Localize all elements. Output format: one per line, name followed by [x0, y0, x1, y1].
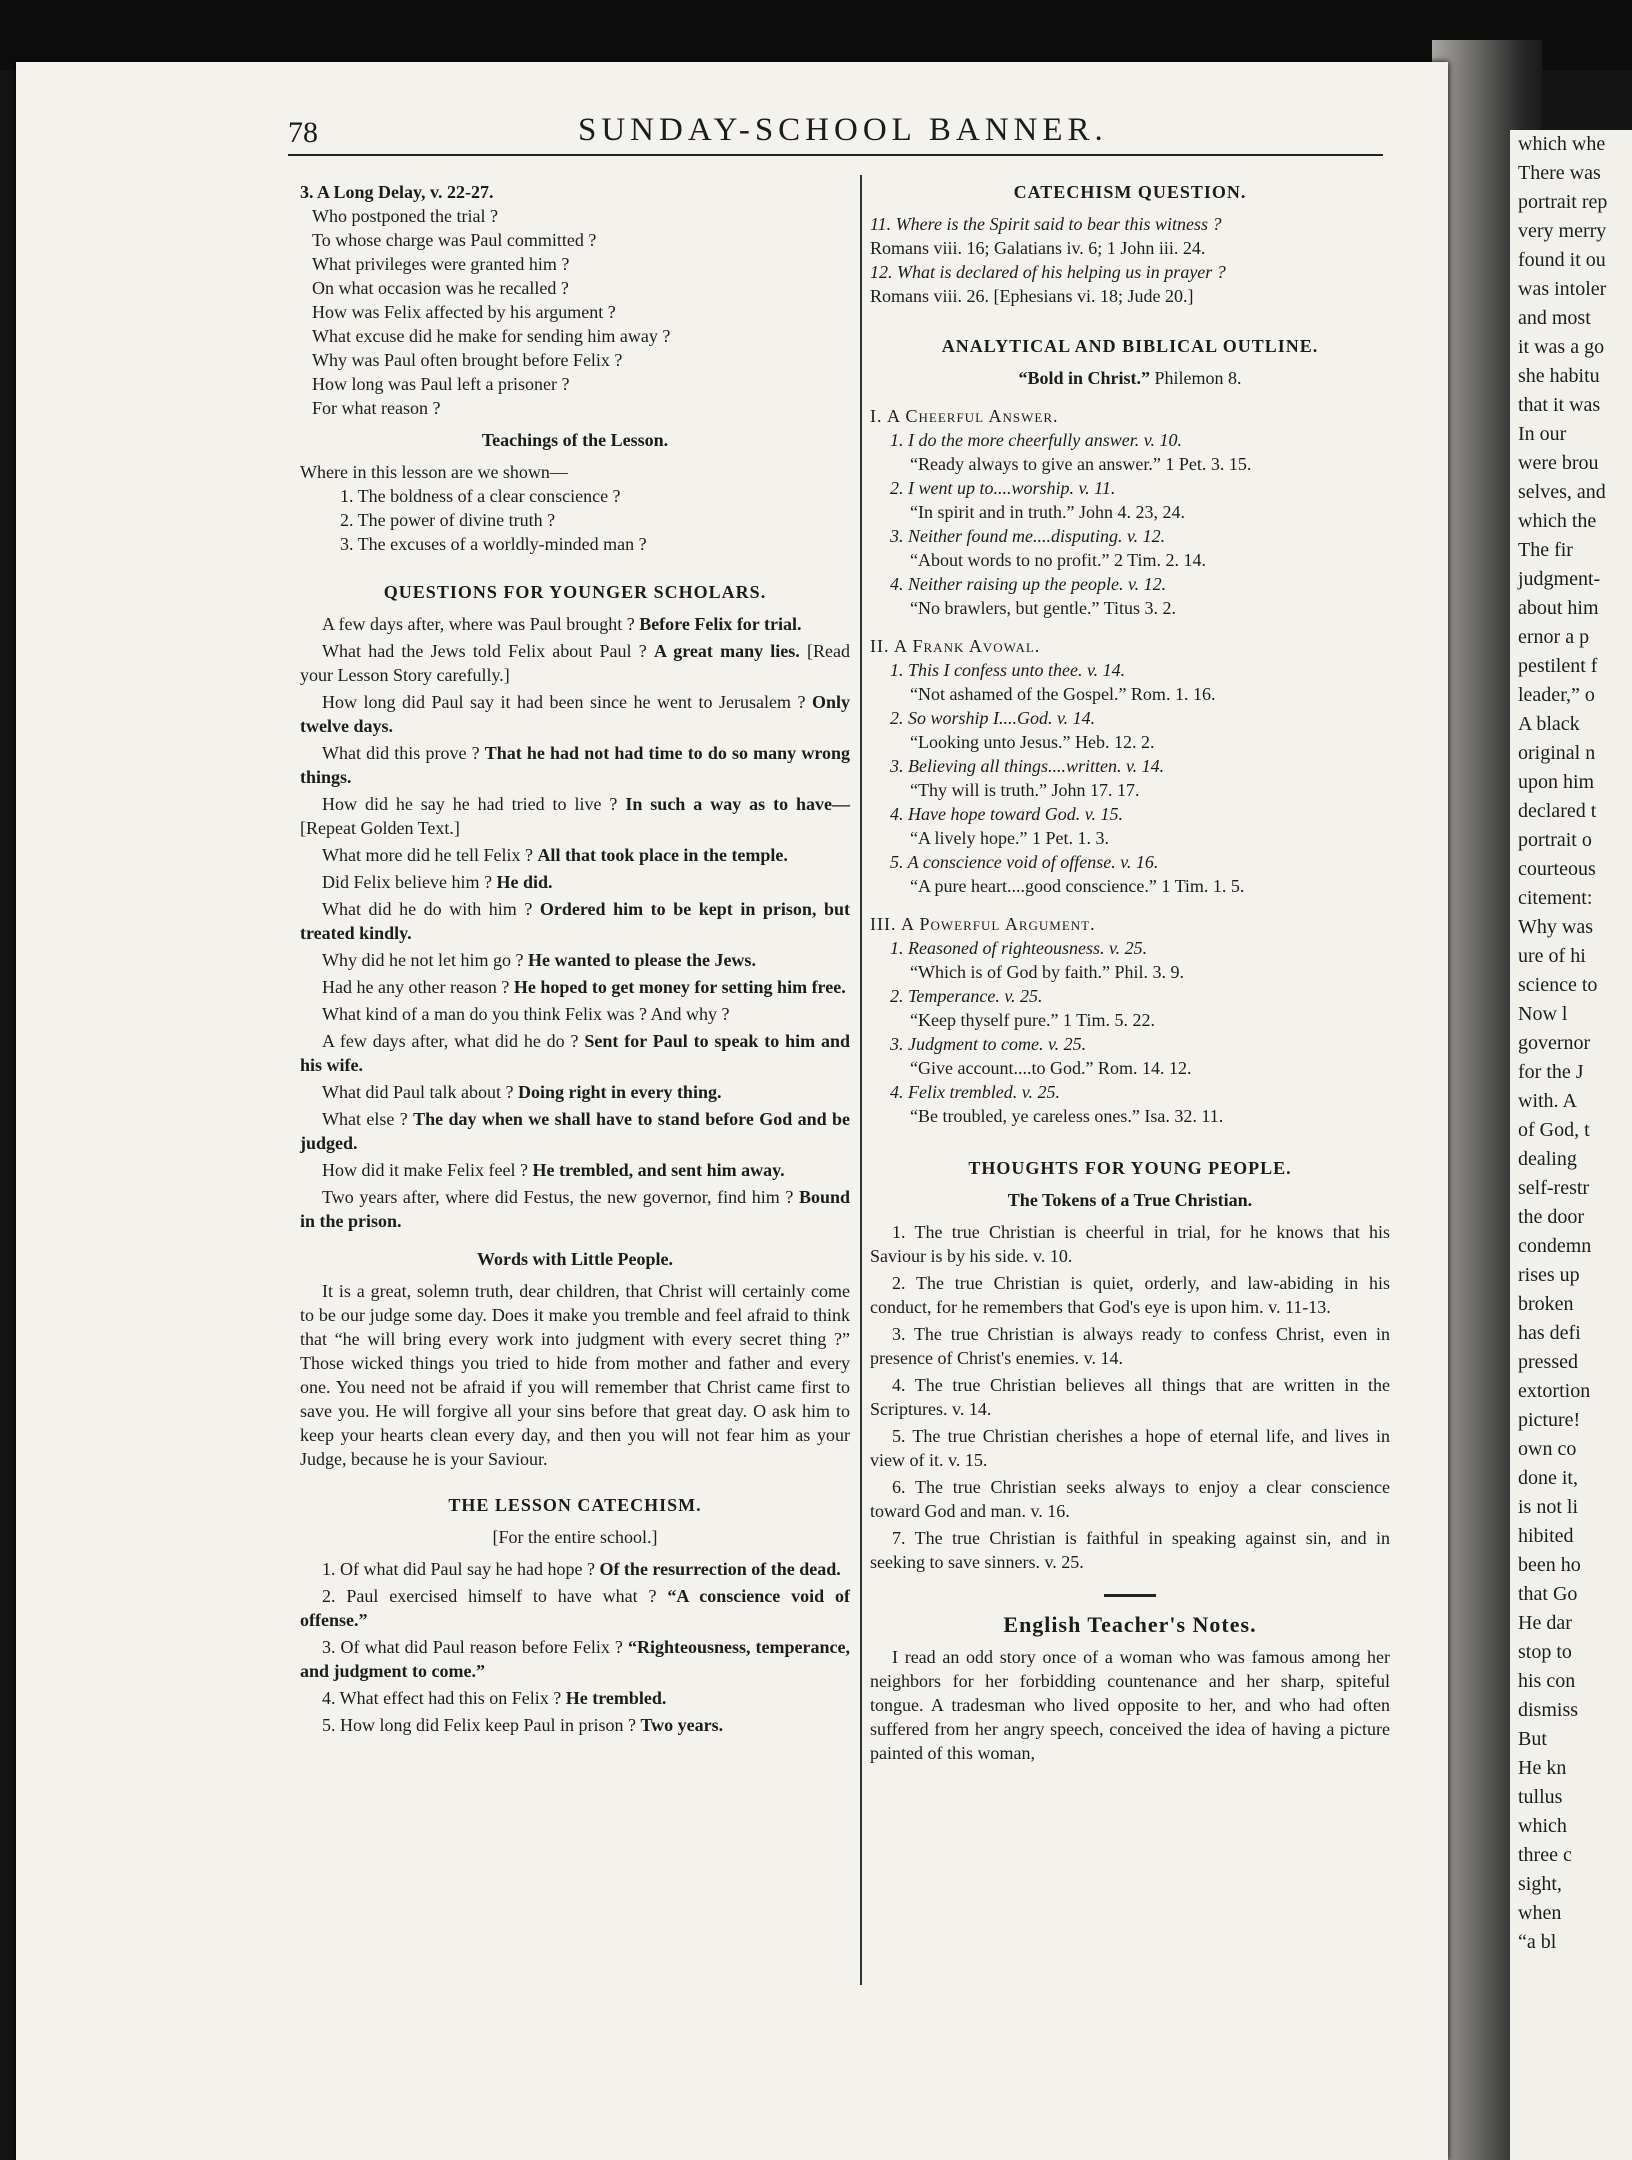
facing-line: been ho: [1518, 1554, 1581, 1576]
outline-reference: “A lively hope.” 1 Pet. 1. 3.: [910, 828, 1109, 848]
qa-answer: Doing right in every thing.: [517, 1082, 722, 1102]
little-heading: Words with Little People.: [477, 1249, 673, 1269]
left-column: [300, 180, 850, 1740]
outline-reference: “In spirit and in truth.” John 4. 23, 24.: [910, 502, 1185, 522]
outline-reference: “Thy will is truth.” John 17. 17.: [910, 780, 1140, 800]
token-item: 7. The true Christian is faithful in speaking against sin, and in seeking to save sinners. v. 25.: [870, 1528, 1390, 1572]
facing-line: which: [1518, 1815, 1567, 1837]
facing-line: self-restr: [1518, 1177, 1590, 1199]
facing-line: pestilent f: [1518, 655, 1598, 677]
delay-questions: [300, 204, 850, 420]
young-heading: THOUGHTS FOR YOUNG PEOPLE.: [968, 1158, 1292, 1178]
outline-item: 1. Reasoned of righteousness. v. 25.: [890, 938, 1148, 958]
facing-line: has defi: [1518, 1322, 1581, 1344]
qa-question: How long did Paul say it had been since he went to Jerusalem ?: [322, 692, 806, 712]
outline-item: 3. Judgment to come. v. 25.: [890, 1034, 1087, 1054]
qa-question: What more did he tell Felix ?: [322, 845, 533, 865]
qa-item: [300, 897, 850, 945]
qa-answer: A great many lies.: [653, 641, 800, 661]
qa-answer: Bound in the prison.: [300, 1187, 850, 1231]
token-item: 5. The true Christian cherishes a hope of eternal life, and lives in view of it. v. 15.: [870, 1426, 1390, 1470]
qa-question: What did he do with him ?: [322, 899, 533, 919]
outline-item: 2. Temperance. v. 25.: [890, 986, 1043, 1006]
catechism-question: 4. What effect had this on Felix ?: [322, 1688, 562, 1708]
delay-question: How long was Paul left a prisoner ?: [312, 374, 570, 394]
outline-item: 3. Neither found me....disputing. v. 12.: [890, 526, 1166, 546]
cat-r12: Romans viii. 26. [Ephesians vi. 18; Jude 20.]: [870, 286, 1194, 306]
qa-answer: He did.: [496, 872, 553, 892]
facing-line: which whe: [1518, 133, 1606, 155]
qa-item: [300, 639, 850, 687]
qa-item: [300, 690, 850, 738]
outline-reference: “Keep thyself pure.” 1 Tim. 5. 22.: [910, 1010, 1155, 1030]
qa-answer: Only twelve days.: [300, 692, 850, 736]
english-text: I read an odd story once of a woman who was famous among her neighbors for her forbidding countenance and her sharp, spiteful tongue. A tradesman who lived opposite to her, and who had often suffered from her angry speech, conceived the idea of having a picture painted of this woman,: [870, 1647, 1390, 1763]
delay-heading: 3. A Long Delay, v. 22-27.: [300, 182, 494, 202]
catechism-answer: “Righteousness, temperance, and judgment to come.”: [300, 1637, 851, 1681]
facing-line: rises up: [1518, 1264, 1580, 1286]
token-item: 2. The true Christian is quiet, orderly, and law-abiding in his conduct, for he remembers that God's eye is upon him. v. 11-13.: [870, 1273, 1390, 1317]
facing-line: He dar: [1518, 1612, 1572, 1634]
facing-line: In our: [1518, 423, 1567, 445]
outline-section-title: I. A Cheerful Answer.: [870, 406, 1059, 426]
younger-heading: QUESTIONS FOR YOUNGER SCHOLARS.: [383, 582, 767, 602]
facing-line: ernor a p: [1518, 626, 1590, 648]
facing-line: very merry: [1518, 220, 1607, 242]
outline-heading: ANALYTICAL AND BIBLICAL OUTLINE.: [941, 336, 1319, 356]
cat-q12: 12. What is declared of his helping us in prayer ?: [870, 262, 1226, 282]
qa-question: How did he say he had tried to live ?: [322, 794, 618, 814]
facing-line: is not li: [1518, 1496, 1579, 1518]
facing-line: There was: [1518, 162, 1601, 184]
cat-q11: 11. Where is the Spirit said to bear this witness ?: [870, 214, 1222, 234]
facing-line: Why was: [1518, 916, 1593, 938]
facing-line: the door: [1518, 1206, 1585, 1228]
outline-item: 4. Felix trembled. v. 25.: [890, 1082, 1060, 1102]
facing-line: about him: [1518, 597, 1599, 619]
catechism-note: [For the entire school.]: [492, 1527, 658, 1547]
facing-line: found it ou: [1518, 249, 1606, 271]
qa-answer: All that took place in the temple.: [537, 845, 788, 865]
qa-item: [300, 948, 850, 972]
facing-line: of God, t: [1518, 1119, 1590, 1141]
teachings-list: [300, 484, 850, 556]
teachings-intro: Where in this lesson are we shown—: [300, 462, 568, 482]
qa-note: [Read your Lesson Story carefully.]: [300, 641, 851, 685]
outline-reference: “Give account....to God.” Rom. 14. 12.: [910, 1058, 1192, 1078]
qa-item: [300, 1029, 850, 1077]
qa-question: What else ?: [322, 1109, 408, 1129]
outline-section-title: III. A Powerful Argument.: [870, 914, 1096, 934]
delay-question: For what reason ?: [312, 398, 441, 418]
facing-line: leader,” o: [1518, 684, 1595, 706]
facing-line: citement:: [1518, 887, 1593, 909]
qa-item: [300, 1185, 850, 1233]
outline-reference: “A pure heart....good conscience.” 1 Tim. 1. 5.: [910, 876, 1245, 896]
facing-line: governor: [1518, 1032, 1591, 1054]
catechism-item: [300, 1557, 850, 1581]
facing-line: upon him: [1518, 771, 1595, 793]
facing-line: and most: [1518, 307, 1591, 329]
facing-line: hibited: [1518, 1525, 1574, 1547]
outline-item: 5. A conscience void of offense. v. 16.: [890, 852, 1159, 872]
qa-answer: Before Felix for trial.: [639, 614, 802, 634]
facing-line: “a bl: [1518, 1931, 1557, 1953]
qa-question: A few days after, what did he do ?: [322, 1031, 579, 1051]
qa-question: What did Paul talk about ?: [322, 1082, 514, 1102]
outline-subref: Philemon 8.: [1154, 368, 1242, 388]
facing-line: courteous: [1518, 858, 1596, 880]
qa-question: Two years after, where did Festus, the new governor, find him ?: [322, 1187, 794, 1207]
facing-line: tullus: [1518, 1786, 1563, 1808]
teaching-item: 1. The boldness of a clear conscience ?: [340, 486, 621, 506]
facing-line: picture!: [1518, 1409, 1581, 1431]
outline-reference: “Be troubled, ye careless ones.” Isa. 32. 11.: [910, 1106, 1224, 1126]
qa-item: [300, 975, 850, 999]
delay-question: What excuse did he make for sending him away ?: [312, 326, 671, 346]
catechism-question: 3. Of what did Paul reason before Felix ?: [322, 1637, 623, 1657]
catechism-answer: Two years.: [640, 1715, 724, 1735]
facing-line: selves, and: [1518, 481, 1606, 503]
catechism-item: [300, 1635, 850, 1683]
outline-reference: “Which is of God by faith.” Phil. 3. 9.: [910, 962, 1184, 982]
scan-border: [0, 0, 1632, 70]
facing-line: ure of hi: [1518, 945, 1586, 967]
page-title: SUNDAY-SCHOOL BANNER.: [578, 112, 1108, 148]
outline-reference: “Not ashamed of the Gospel.” Rom. 1. 16.: [910, 684, 1216, 704]
facing-line: condemn: [1518, 1235, 1592, 1257]
qa-answer: Sent for Paul to speak to him and his wife.: [300, 1031, 851, 1075]
facing-line: science to: [1518, 974, 1598, 996]
qa-answer: That he had not had time to do so many wrong things.: [300, 743, 850, 787]
qa-item: [300, 612, 850, 636]
qa-item: [300, 1080, 850, 1104]
facing-line: sight,: [1518, 1873, 1562, 1895]
qa-item: [300, 1002, 850, 1026]
teaching-item: 2. The power of divine truth ?: [340, 510, 556, 530]
facing-line: done it,: [1518, 1467, 1578, 1489]
facing-line: Now l: [1518, 1003, 1568, 1025]
facing-line: that it was: [1518, 394, 1601, 416]
qa-question: What had the Jews told Felix about Paul ?: [322, 641, 647, 661]
facing-line: declared t: [1518, 800, 1597, 822]
outline-item: 3. Believing all things....written. v. 14.: [890, 756, 1165, 776]
token-item: 3. The true Christian is always ready to confess Christ, even in presence of Christ's enemies. v. 14.: [870, 1324, 1390, 1368]
delay-question: Who postponed the trial ?: [312, 206, 498, 226]
facing-line: with. A: [1518, 1090, 1577, 1112]
token-item: 1. The true Christian is cheerful in trial, for he knows that his Saviour is by his side. v. 10.: [870, 1222, 1390, 1266]
cat-r11: Romans viii. 16; Galatians iv. 6; 1 John iii. 24.: [870, 238, 1206, 258]
outline-reference: “Looking unto Jesus.” Heb. 12. 2.: [910, 732, 1155, 752]
page-header: [288, 112, 1383, 152]
qa-question: What did this prove ?: [322, 743, 480, 763]
english-heading: English Teacher's Notes.: [1003, 1612, 1257, 1637]
qa-question: Had he any other reason ?: [322, 977, 510, 997]
catechism-answer: “A conscience void of offense.”: [300, 1586, 850, 1630]
facing-line: original n: [1518, 742, 1596, 764]
delay-question: Why was Paul often brought before Felix ?: [312, 350, 623, 370]
qa-item: [300, 792, 850, 840]
delay-question: To whose charge was Paul committed ?: [312, 230, 597, 250]
facing-line: own co: [1518, 1438, 1577, 1460]
column-rule: [860, 175, 862, 1985]
facing-line: that Go: [1518, 1583, 1578, 1605]
qa-item: [300, 843, 850, 867]
facing-line: stop to: [1518, 1641, 1572, 1663]
qa-answer: He hoped to get money for setting him free.: [513, 977, 846, 997]
facing-line: which the: [1518, 510, 1597, 532]
qa-question: What kind of a man do you think Felix was ? And why ?: [322, 1004, 730, 1024]
qa-question: Did Felix believe him ?: [322, 872, 492, 892]
catechism-heading: THE LESSON CATECHISM.: [448, 1495, 702, 1515]
qa-answer: Ordered him to be kept in prison, but treated kindly.: [300, 899, 851, 943]
qa-item: [300, 741, 850, 789]
facing-line: dismiss: [1518, 1699, 1579, 1721]
facing-line: it was a go: [1518, 336, 1605, 358]
facing-line: when: [1518, 1902, 1562, 1924]
facing-line: The fir: [1518, 539, 1573, 561]
teachings-heading: Teachings of the Lesson.: [481, 430, 669, 450]
outline-subtitle-row: [870, 366, 1390, 390]
facing-line: for the J: [1518, 1061, 1584, 1083]
facing-line: were brou: [1518, 452, 1599, 474]
right-column: [870, 178, 1390, 1768]
qa-item: [300, 1107, 850, 1155]
facing-line: pressed: [1518, 1351, 1578, 1373]
qa-answer: He wanted to please the Jews.: [527, 950, 756, 970]
token-item: 4. The true Christian believes all things that are written in the Scriptures. v. 14.: [870, 1375, 1390, 1419]
cat-question-heading: CATECHISM QUESTION.: [1013, 182, 1247, 202]
outline-reference: “Ready always to give an answer.” 1 Pet. 3. 15.: [910, 454, 1252, 474]
section-divider: [1104, 1594, 1156, 1597]
token-item: 6. The true Christian seeks always to enjoy a clear conscience toward God and man. v. 16.: [870, 1477, 1390, 1521]
outline-item: 4. Have hope toward God. v. 15.: [890, 804, 1123, 824]
catechism-qa: [300, 1557, 850, 1737]
outline-reference: “About words to no profit.” 2 Tim. 2. 14.: [910, 550, 1207, 570]
catechism-answer: He trembled.: [565, 1688, 667, 1708]
outline-item: 2. So worship I....God. v. 14.: [890, 708, 1096, 728]
delay-question: On what occasion was he recalled ?: [312, 278, 569, 298]
facing-line: three c: [1518, 1844, 1572, 1866]
outline-sections: [870, 404, 1390, 1128]
catechism-answer: Of the resurrection of the dead.: [599, 1559, 841, 1579]
facing-line: But: [1518, 1728, 1547, 1750]
facing-line: she habitu: [1518, 365, 1600, 387]
young-list: [870, 1220, 1390, 1574]
catechism-question: 5. How long did Felix keep Paul in prison ?: [322, 1715, 636, 1735]
qa-item: [300, 870, 850, 894]
outline-item: 1. This I confess unto thee. v. 14.: [890, 660, 1126, 680]
young-subtitle: The Tokens of a True Christian.: [1007, 1190, 1253, 1210]
facing-line: extortion: [1518, 1380, 1591, 1402]
outline-item: 2. I went up to....worship. v. 11.: [890, 478, 1116, 498]
catechism-question: 1. Of what did Paul say he had hope ?: [322, 1559, 595, 1579]
delay-question: What privileges were granted him ?: [312, 254, 570, 274]
qa-question: A few days after, where was Paul brought ?: [322, 614, 635, 634]
qa-question: Why did he not let him go ?: [322, 950, 524, 970]
facing-line: his con: [1518, 1670, 1576, 1692]
qa-question: How did it make Felix feel ?: [322, 1160, 528, 1180]
qa-note: [Repeat Golden Text.]: [300, 818, 460, 838]
catechism-item: [300, 1713, 850, 1737]
catechism-item: [300, 1584, 850, 1632]
delay-question: How was Felix affected by his argument ?: [312, 302, 616, 322]
facing-line: He kn: [1518, 1757, 1567, 1779]
younger-qa: [300, 612, 850, 1233]
facing-line: A black: [1518, 713, 1580, 735]
facing-line: was intoler: [1518, 278, 1607, 300]
outline-section-title: II. A Frank Avowal.: [870, 636, 1041, 656]
facing-line: dealing: [1518, 1148, 1577, 1170]
facing-line: portrait rep: [1518, 191, 1608, 213]
page-number: 78: [288, 116, 318, 149]
qa-answer: In such a way as to have—: [625, 794, 851, 814]
qa-answer: He trembled, and sent him away.: [532, 1160, 785, 1180]
facing-line: judgment-: [1518, 568, 1601, 590]
outline-item: 1. I do the more cheerfully answer. v. 10.: [890, 430, 1182, 450]
qa-answer: The day when we shall have to stand before God and be judged.: [300, 1109, 851, 1153]
teaching-item: 3. The excuses of a worldly-minded man ?: [340, 534, 647, 554]
facing-line: portrait o: [1518, 829, 1592, 851]
outline-subtitle: “Bold in Christ.”: [1018, 368, 1150, 388]
facing-page: [1510, 130, 1632, 2160]
catechism-item: [300, 1686, 850, 1710]
qa-item: [300, 1158, 850, 1182]
little-text: It is a great, solemn truth, dear children, that Christ will certainly come to be our judge some day. Does it make you tremble and feel afraid to think that “he will bring every work into judgment with every secret thing ?” Those wicked things you tried to hide from mother and father and every one. You need not be afraid if you will remember that Christ came first to save you. He will forgive all your sins before that great day. O ask him to keep your hearts clean every day, and then you will not fear him as your Judge, because he is your Saviour.: [300, 1281, 850, 1469]
outline-reference: “No brawlers, but gentle.” Titus 3. 2.: [910, 598, 1176, 618]
outline-item: 4. Neither raising up the people. v. 12.: [890, 574, 1167, 594]
facing-line: broken: [1518, 1293, 1574, 1315]
header-rule: [288, 154, 1383, 156]
catechism-question: 2. Paul exercised himself to have what ?: [322, 1586, 657, 1606]
